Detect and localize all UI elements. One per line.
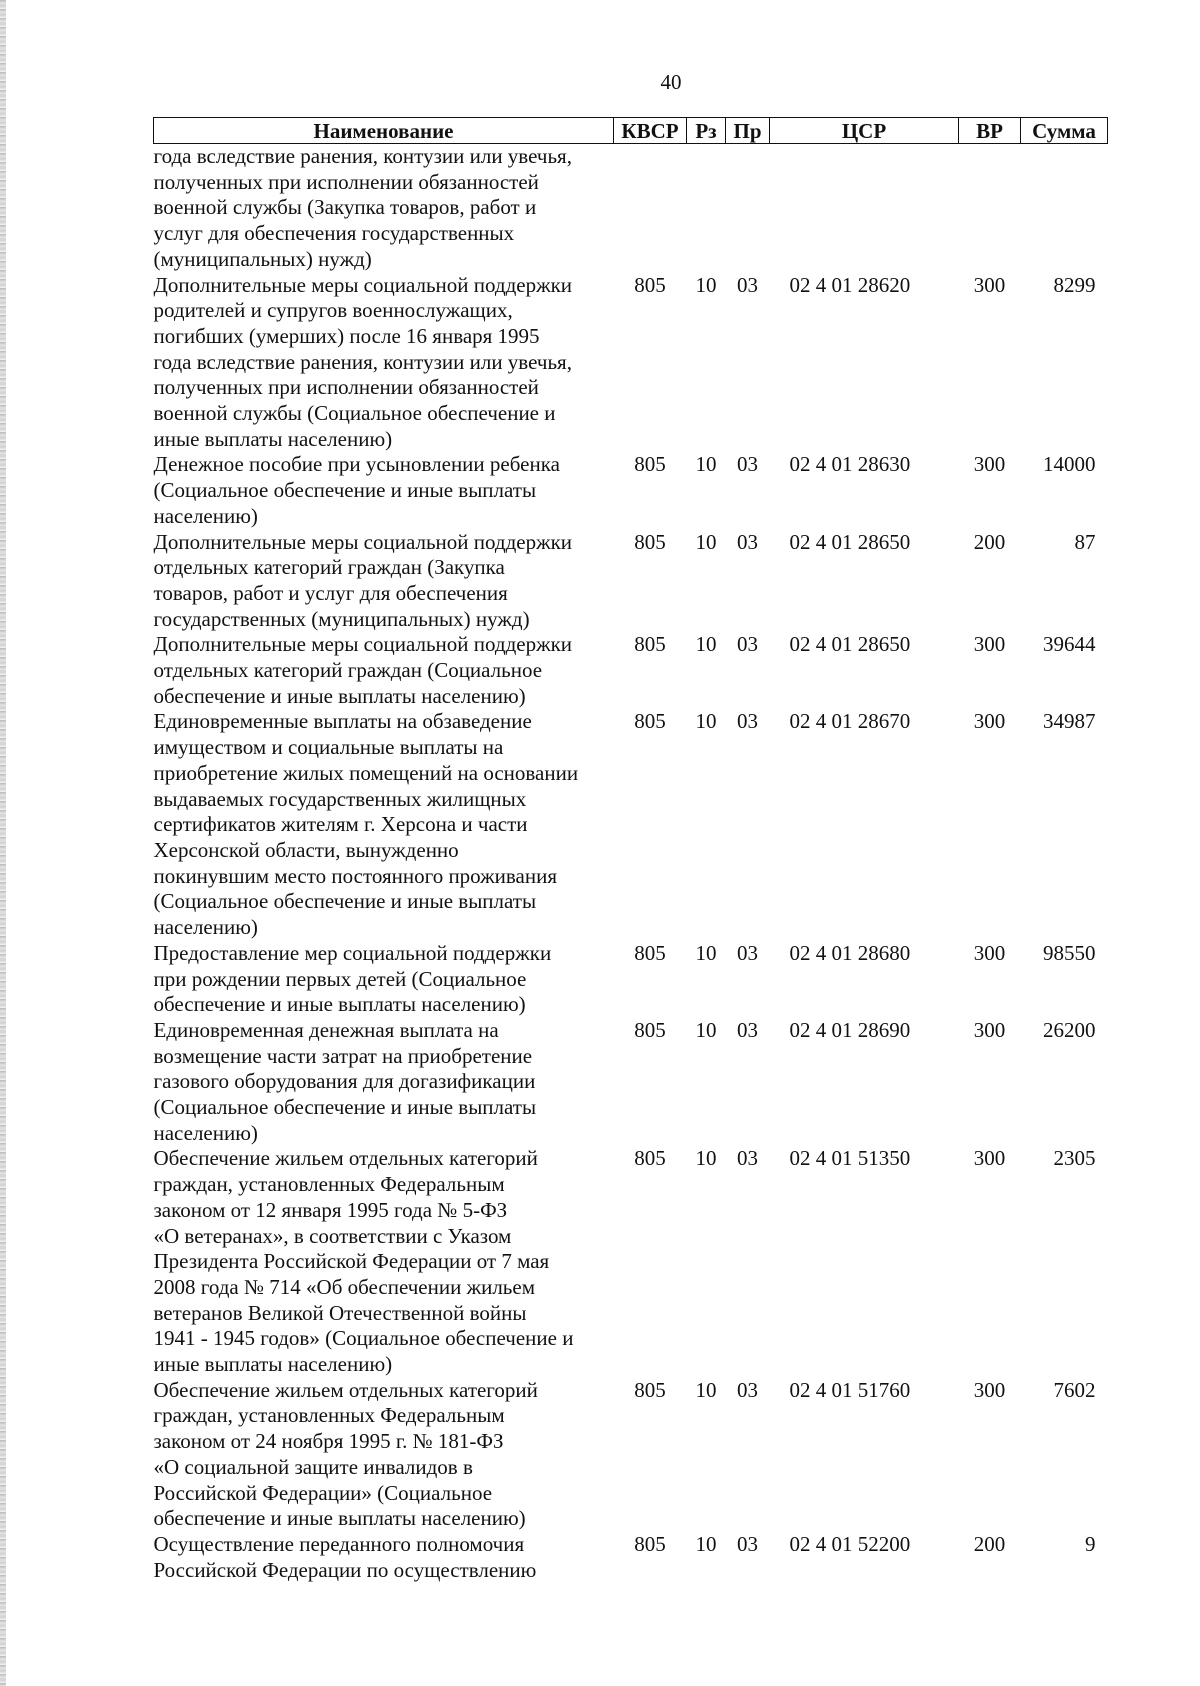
- table-row: [154, 530, 1108, 633]
- row-rz: 10: [695, 1377, 717, 1402]
- table-row: [154, 1532, 1108, 1583]
- row-sum: 9: [1085, 1531, 1096, 1556]
- row-vr: 200: [973, 529, 1006, 554]
- row-pr: 03: [737, 1377, 758, 1402]
- header-csr: ЦСР: [770, 118, 959, 144]
- row-pr: [726, 144, 770, 273]
- row-vr: 300: [973, 632, 1006, 657]
- row-pr: 03: [737, 452, 758, 477]
- row-sum: 39644: [1043, 632, 1096, 657]
- row-kvsr: 805: [634, 940, 666, 965]
- row-sum: 8299: [1053, 272, 1096, 297]
- header-name: Наименование: [154, 118, 614, 144]
- row-sum: 26200: [1043, 1017, 1096, 1042]
- table-row: [154, 941, 1108, 1018]
- header-pr: Пр: [726, 118, 770, 144]
- row-kvsr: 805: [634, 632, 666, 657]
- row-sum: 87: [1074, 529, 1096, 554]
- scan-edge: [0, 0, 6, 1686]
- row-pr: 03: [737, 1017, 758, 1042]
- row-vr: 300: [973, 272, 1006, 297]
- row-csr: 02 4 01 51350: [789, 1146, 911, 1171]
- row-name: Осуществление переданного полномочия Российской Федерации по осуществлению: [153, 1531, 537, 1582]
- row-name: Денежное пособие при усыновлении ребенка (Социальное обеспечение и иные выплаты населению): [153, 452, 560, 528]
- page-number: 40: [660, 70, 682, 94]
- row-pr: 03: [737, 632, 758, 657]
- table-row: [154, 452, 1108, 529]
- header-sum: Сумма: [1021, 118, 1108, 144]
- row-vr: 300: [973, 940, 1006, 965]
- row-pr: 03: [737, 1531, 758, 1556]
- table-row: [154, 273, 1108, 453]
- row-kvsr: 805: [634, 272, 666, 297]
- row-pr: 03: [737, 1146, 758, 1171]
- row-rz: 10: [695, 529, 717, 554]
- row-kvsr: 805: [634, 1377, 666, 1402]
- row-kvsr: 805: [634, 529, 666, 554]
- row-name: Единовременная денежная выплата на возмещение части затрат на приобретение газового оборудования для догазификации (Социальное обеспечение и иные выплаты населению): [153, 1017, 537, 1145]
- row-kvsr: [614, 144, 687, 273]
- row-kvsr: 805: [634, 1146, 666, 1171]
- row-name: Дополнительные меры социальной поддержки отдельных категорий граждан (Социальное обеспечение и иные выплаты населению): [153, 632, 573, 708]
- row-rz: 10: [695, 452, 717, 477]
- row-name: года вследствие ранения, контузии или увечья, полученных при исполнении обязанностей военной службы (Закупка товаров, работ и услуг для обеспечения государственных (муниципальных) нужд): [153, 144, 572, 271]
- row-vr: 300: [973, 452, 1006, 477]
- row-csr: 02 4 01 28620: [789, 272, 911, 297]
- table-row: [154, 1018, 1108, 1147]
- table-body: [154, 144, 1108, 1584]
- row-csr: 02 4 01 51760: [789, 1377, 911, 1402]
- row-pr: 03: [737, 272, 758, 297]
- row-rz: 10: [695, 1146, 717, 1171]
- row-csr: 02 4 01 28680: [789, 940, 911, 965]
- row-csr: 02 4 01 28650: [789, 529, 911, 554]
- row-csr: 02 4 01 28650: [789, 632, 911, 657]
- budget-table: [153, 117, 1108, 1583]
- table-row: [154, 1146, 1108, 1377]
- row-vr: 300: [973, 709, 1006, 734]
- row-sum: 2305: [1053, 1146, 1096, 1171]
- row-sum: 98550: [1043, 940, 1096, 965]
- row-kvsr: 805: [634, 1017, 666, 1042]
- row-kvsr: 805: [634, 452, 666, 477]
- table-row: [154, 1378, 1108, 1532]
- table-row: [154, 709, 1108, 940]
- row-rz: 10: [695, 1017, 717, 1042]
- row-kvsr: 805: [634, 709, 666, 734]
- row-kvsr: 805: [634, 1531, 666, 1556]
- row-vr: [959, 144, 1021, 273]
- row-pr: 03: [737, 529, 758, 554]
- row-csr: 02 4 01 28670: [789, 709, 911, 734]
- row-csr: [770, 144, 959, 273]
- row-csr: 02 4 01 52200: [789, 1531, 911, 1556]
- row-vr: 300: [973, 1017, 1006, 1042]
- row-rz: [687, 144, 726, 273]
- row-rz: 10: [695, 709, 717, 734]
- table-header: [154, 118, 1108, 144]
- row-pr: 03: [737, 940, 758, 965]
- row-csr: 02 4 01 28690: [789, 1017, 911, 1042]
- row-vr: 300: [973, 1377, 1006, 1402]
- row-sum: 7602: [1053, 1377, 1096, 1402]
- row-pr: 03: [737, 709, 758, 734]
- row-sum: 14000: [1043, 452, 1096, 477]
- row-rz: 10: [695, 272, 717, 297]
- row-name: Обеспечение жильем отдельных категорий граждан, установленных Федеральным законом от 24 ноября 1995 г. № 181-ФЗ «О социальной защите инвалидов в Российской Федерации» (Социальное обеспечение и иные выплаты населению): [153, 1377, 538, 1531]
- header-vr: ВР: [959, 118, 1021, 144]
- table-row: [154, 632, 1108, 709]
- header-row: [154, 118, 1108, 144]
- row-rz: 10: [695, 632, 717, 657]
- row-vr: 300: [973, 1146, 1006, 1171]
- row-csr: 02 4 01 28630: [789, 452, 911, 477]
- row-name: Предоставление мер социальной поддержки при рождении первых детей (Социальное обеспечение и иные выплаты населению): [153, 940, 552, 1017]
- row-sum: 34987: [1043, 709, 1096, 734]
- row-sum: [1021, 144, 1108, 273]
- row-name: Дополнительные меры социальной поддержки отдельных категорий граждан (Закупка товаров, работ и услуг для обеспечения государственных (муниципальных) нужд): [153, 529, 573, 631]
- row-rz: 10: [695, 1531, 717, 1556]
- table-row: [154, 144, 1108, 273]
- row-rz: 10: [695, 940, 717, 965]
- row-name: Дополнительные меры социальной поддержки родителей и супругов военнослужащих, погибших (умерших) после 16 января 1995 года вследствие ранения, контузии или увечья, полученных при исполнении обязанностей военной службы (Социальное обеспечение и иные выплаты населению): [153, 272, 573, 451]
- row-vr: 200: [973, 1531, 1006, 1556]
- header-kvsr: КВСР: [614, 118, 687, 144]
- row-name: Единовременные выплаты на обзаведение имуществом и социальные выплаты на приобретение жилых помещений на основании выдаваемых государственных жилищных сертификатов жителям г. Херсона и части Херсонской области, вынужденно покинувшим место постоянного проживания (Социальное обеспечение и иные выплаты населению): [153, 709, 579, 940]
- header-rz: Рз: [687, 118, 726, 144]
- row-name: Обеспечение жильем отдельных категорий граждан, установленных Федеральным законом от 12 января 1995 года № 5-ФЗ «О ветеранах», в соответствии с Указом Президента Российской Федерации от 7 мая 2008 года № 714 «Об обеспечении жильем ветеранов Великой Отечественной войны 1941 - 1945 годов» (Социальное обеспечение и иные выплаты населению): [153, 1146, 574, 1377]
